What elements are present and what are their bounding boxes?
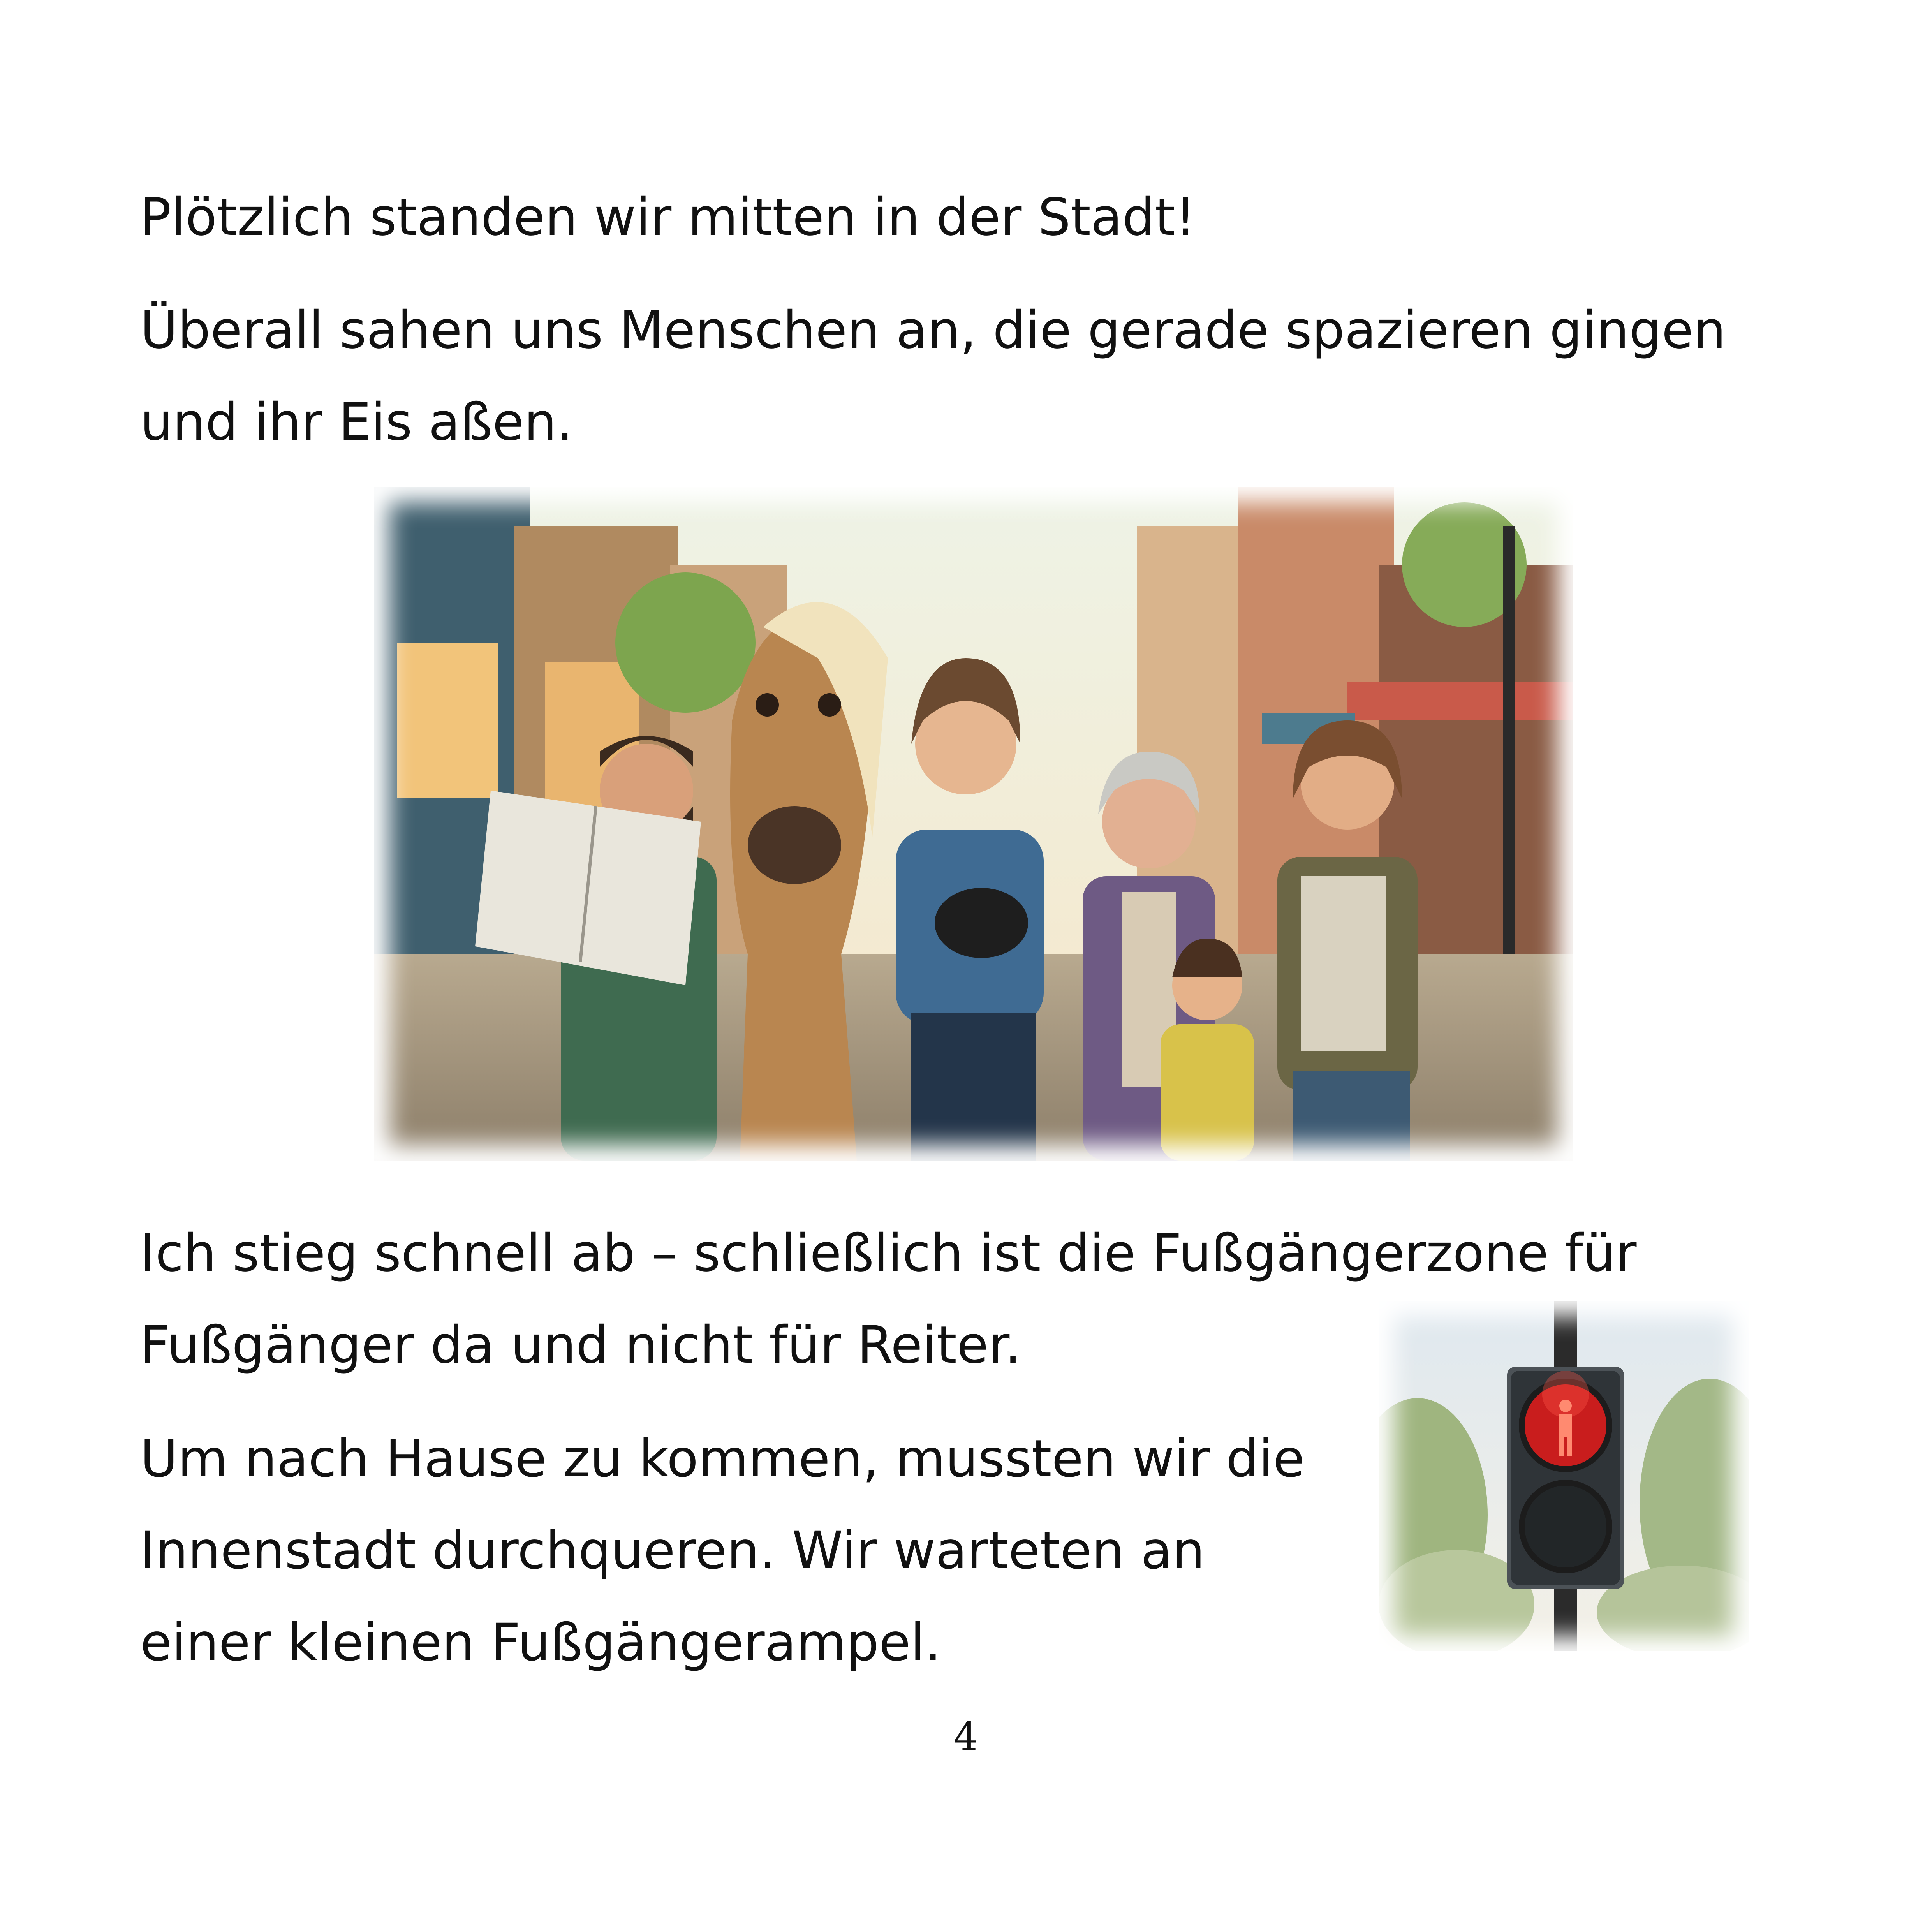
paragraph-dismount-line-2: Fußgänger da und nicht für Reiter.	[140, 1315, 1021, 1375]
traffic-light-illustration	[1379, 1301, 1749, 1651]
paragraph-people-line-1: Überall sahen uns Menschen an, die gerade spazieren gingen	[140, 300, 1726, 360]
page-number: 4	[953, 1714, 978, 1759]
paragraph-dismount-line-1: Ich stieg schnell ab – schließlich ist die Fußgängerzone für	[140, 1223, 1637, 1283]
paragraph-crossing-line-2: Innenstadt durchqueren. Wir warteten an	[140, 1521, 1205, 1581]
paragraph-arrival: Plötzlich standen wir mitten in der Stadt!	[140, 187, 1196, 247]
paragraph-crossing-line-1: Um nach Hause zu kommen, mussten wir die	[140, 1429, 1305, 1489]
pedestrian-light-image	[1379, 1301, 1749, 1651]
paragraph-crossing-line-3: einer kleinen Fußgängerampel.	[140, 1613, 941, 1673]
family-with-horse-image	[374, 487, 1573, 1161]
city-street-illustration	[374, 487, 1573, 1161]
paragraph-people-line-2: und ihr Eis aßen.	[140, 392, 573, 452]
